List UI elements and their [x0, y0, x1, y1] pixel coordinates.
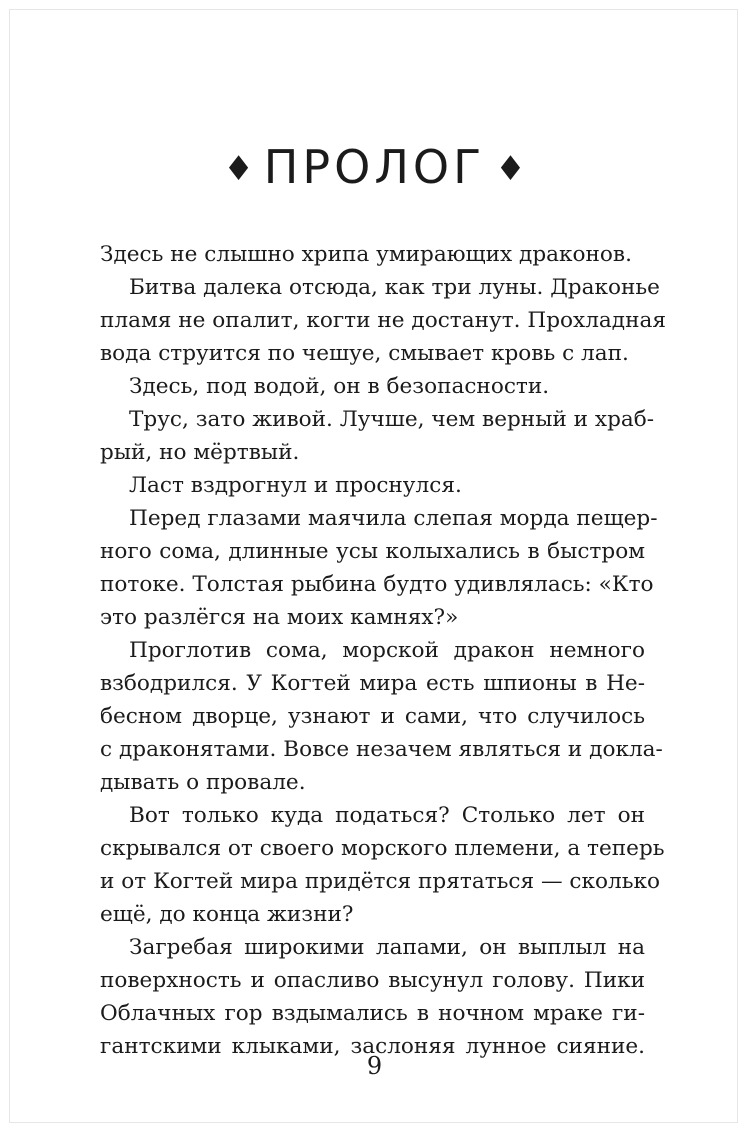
text-line: ещё, до конца жизни?	[100, 902, 354, 927]
chapter-title: ПРОЛОГ	[263, 140, 486, 194]
text-line: скрывался от своего морского племени, а теперь	[100, 836, 665, 861]
body-text	[100, 238, 666, 1063]
text-line: Ласт вздрогнул и проснулся.	[129, 473, 462, 498]
chapter-heading	[0, 142, 749, 194]
text-line: вода струится по чешуе, смывает кровь с лап.	[100, 341, 629, 366]
text-line: Вот только куда податься? Столько лет он	[129, 803, 645, 828]
diamond-ornament-left-icon: ♦	[223, 149, 254, 189]
text-line: Здесь не слышно хрипа умирающих драконов.	[100, 242, 632, 267]
text-line: Проглотив сома, морской дракон немного	[129, 638, 645, 663]
text-line: с драконятами. Вовсе незачем являться и докла-	[100, 737, 663, 762]
text-line: и от Когтей мира придётся прятаться — сколько	[100, 869, 660, 894]
text-line: Загребая широкими лапами, он выплыл на	[129, 935, 645, 960]
text-line: рый, но мёртвый.	[100, 440, 300, 465]
text-line: это разлёгся на моих камнях?»	[100, 605, 459, 630]
text-line: ного сома, длинные усы колыхались в быстром	[100, 539, 645, 564]
text-line: потоке. Толстая рыбина будто удивлялась: «Кто	[100, 572, 654, 597]
text-line: взбодрился. У Когтей мира есть шпионы в Не-	[100, 671, 645, 696]
text-line: Здесь, под водой, он в безопасности.	[129, 374, 550, 399]
text-line: дывать о провале.	[100, 770, 306, 795]
text-line: гантскими клыками, заслоняя лунное сияние.	[100, 1034, 645, 1059]
diamond-ornament-right-icon: ♦	[495, 149, 526, 189]
text-line: пламя не опалит, когти не достанут. Прохладная	[100, 308, 666, 333]
text-line: бесном дворце, узнают и сами, что случилось	[100, 704, 645, 729]
text-line: Трус, зато живой. Лучше, чем верный и храб-	[129, 407, 655, 432]
text-line: поверхность и опасливо высунул голову. Пики	[100, 968, 645, 993]
text-line: Битва далека отсюда, как три луны. Драконье	[129, 275, 660, 300]
text-line: Перед глазами маячила слепая морда пещер-	[129, 506, 658, 531]
text-line: Облачных гор вздымались в ночном мраке ги-	[100, 1001, 645, 1026]
page-number: 9	[366, 1052, 383, 1080]
